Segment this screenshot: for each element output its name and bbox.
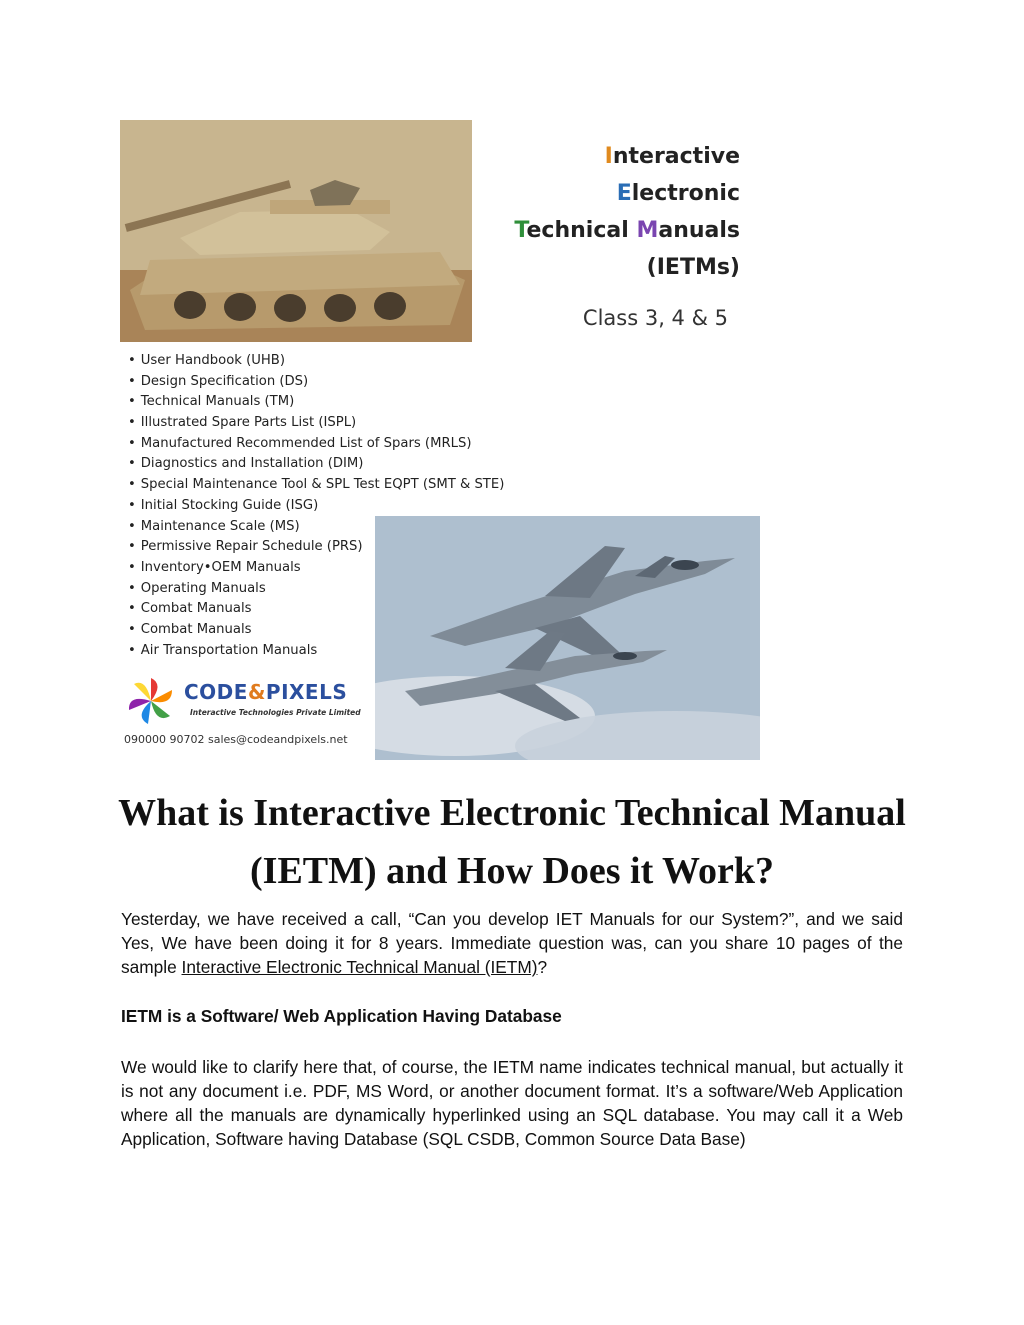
manual-type-item: • Special Maintenance Tool & SPL Test EQPT (SMT & STE)	[128, 475, 504, 496]
manual-type-item: • Maintenance Scale (MS)	[128, 517, 504, 538]
article-title: What is Interactive Electronic Technical Manual (IETM) and How Does it Work?	[118, 792, 906, 892]
tank-photo	[120, 120, 472, 342]
manual-type-item: • Design Specification (DS)	[128, 372, 504, 393]
manual-type-item: • Inventory•OEM Manuals	[128, 558, 504, 579]
manual-type-item: • Permissive Repair Schedule (PRS)	[128, 537, 504, 558]
body-paragraph: We would like to clarify here that, of course, the IETM name indicates technical manual, but actually it is not any document i.e. PDF, MS Word, or another document format. It’s a software/Web Application where all the manuals are dynamically hyperlinked using an SQL database. You may call it a Web Application, Software having Database (SQL CSDB, Common Source Data Base)	[121, 1057, 903, 1149]
heading-ietms: (IETMs)	[646, 255, 740, 280]
manual-type-item: • Combat Manuals	[128, 620, 504, 641]
section-subheading: IETM is a Software/ Web Application Having Database	[121, 1006, 562, 1026]
heading-word-electronic: lectronic	[631, 181, 740, 206]
heading-word-manuals: anuals	[658, 218, 740, 243]
code-and-pixels-logo	[124, 676, 374, 756]
manual-type-item: • Illustrated Spare Parts List (ISPL)	[128, 413, 504, 434]
manual-type-item: • Diagnostics and Installation (DIM)	[128, 454, 504, 475]
manual-type-item: • Manufactured Recommended List of Spars (MRLS)	[128, 434, 504, 455]
manual-type-item: • Technical Manuals (TM)	[128, 392, 504, 413]
manual-type-item: • Initial Stocking Guide (ISG)	[128, 496, 504, 517]
ietm-link[interactable]: Interactive Electronic Technical Manual (IETM)	[181, 957, 538, 977]
manual-type-item: • User Handbook (UHB)	[128, 351, 504, 372]
banner-heading	[440, 138, 740, 286]
heading-word-technical: echnical	[526, 218, 637, 243]
heading-word-interactive: nteractive	[612, 144, 740, 169]
class-levels: Class 3, 4 & 5	[582, 306, 728, 330]
intro-paragraph: Yesterday, we have received a call, “Can you develop IET Manuals for our System?”, and we said Yes, We have been doing it for 8 years. Immediate question was, can you share 10 pages of the sample Interactive Electronic Technical Manual (IETM)?	[121, 909, 903, 977]
manual-type-item: • Operating Manuals	[128, 579, 504, 600]
manual-type-item: • Combat Manuals	[128, 599, 504, 620]
heading-initial-t: T	[514, 218, 527, 243]
contact-info: 090000 90702 sales@codeandpixels.net	[124, 733, 348, 746]
manual-type-item: • Air Transportation Manuals	[128, 641, 504, 662]
heading-initial-e: E	[616, 181, 632, 206]
logo-subtitle: Interactive Technologies Private Limited	[190, 708, 361, 717]
heading-initial-m: M	[636, 218, 659, 243]
ietm-banner-image	[120, 120, 760, 760]
pinwheel-logo-icon	[126, 676, 176, 726]
fighter-jets-photo	[375, 516, 760, 760]
heading-initial-i: I	[604, 144, 613, 169]
logo-wordmark: CODE&PIXELS	[184, 680, 348, 704]
